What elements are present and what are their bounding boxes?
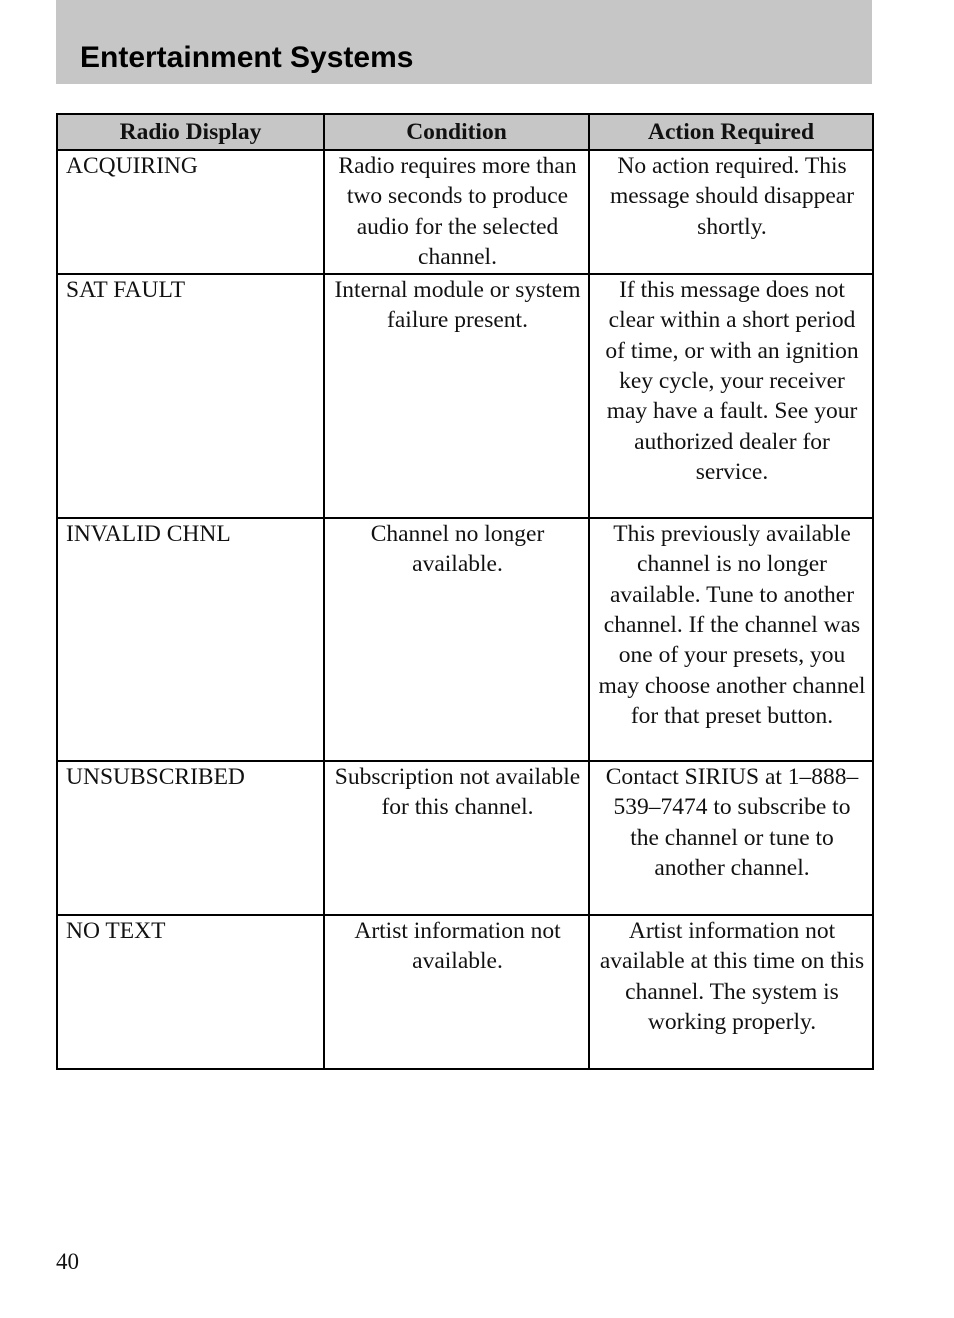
condition-cell: Radio requires more than two seconds to produce audio for the selected channel.: [324, 150, 589, 274]
section-header-bar: [56, 0, 872, 84]
page-number: 40: [56, 1249, 79, 1274]
section-title: Entertainment Systems: [80, 41, 414, 74]
table-row: [57, 274, 873, 518]
action-required-cell: This previously available channel is no longer available. Tune to another channel. If the channel was one of your presets, you may choose another channel for that preset button.: [589, 518, 873, 761]
action-required-cell: If this message does not clear within a short period of time, or with an ignition key cycle, your receiver may have a fault. See your authorized dealer for service.: [589, 274, 873, 518]
table-header-row: [57, 114, 873, 150]
condition-cell: Artist information not available.: [324, 915, 589, 1069]
condition-cell: Internal module or system failure present.: [324, 274, 589, 518]
radio-display-cell: ACQUIRING: [57, 150, 324, 274]
table-row: [57, 518, 873, 761]
table-header: [57, 114, 873, 150]
radio-display-messages-table: [56, 113, 874, 1070]
radio-display-cell: SAT FAULT: [57, 274, 324, 518]
action-required-cell: Artist information not available at this time on this channel. The system is working properly.: [589, 915, 873, 1069]
radio-display-cell: INVALID CHNL: [57, 518, 324, 761]
radio-display-cell: NO TEXT: [57, 915, 324, 1069]
column-header-condition: Condition: [324, 114, 589, 150]
radio-display-cell: UNSUBSCRIBED: [57, 761, 324, 915]
table-row: [57, 915, 873, 1069]
column-header-action-required: Action Required: [589, 114, 873, 150]
condition-cell: Channel no longer available.: [324, 518, 589, 761]
action-required-cell: Contact SIRIUS at 1–888–539–7474 to subscribe to the channel or tune to another channel.: [589, 761, 873, 915]
action-required-cell: No action required. This message should disappear shortly.: [589, 150, 873, 274]
table-row: [57, 150, 873, 274]
table-body: [57, 150, 873, 1069]
condition-cell: Subscription not available for this channel.: [324, 761, 589, 915]
table-row: [57, 761, 873, 915]
column-header-radio-display: Radio Display: [57, 114, 324, 150]
